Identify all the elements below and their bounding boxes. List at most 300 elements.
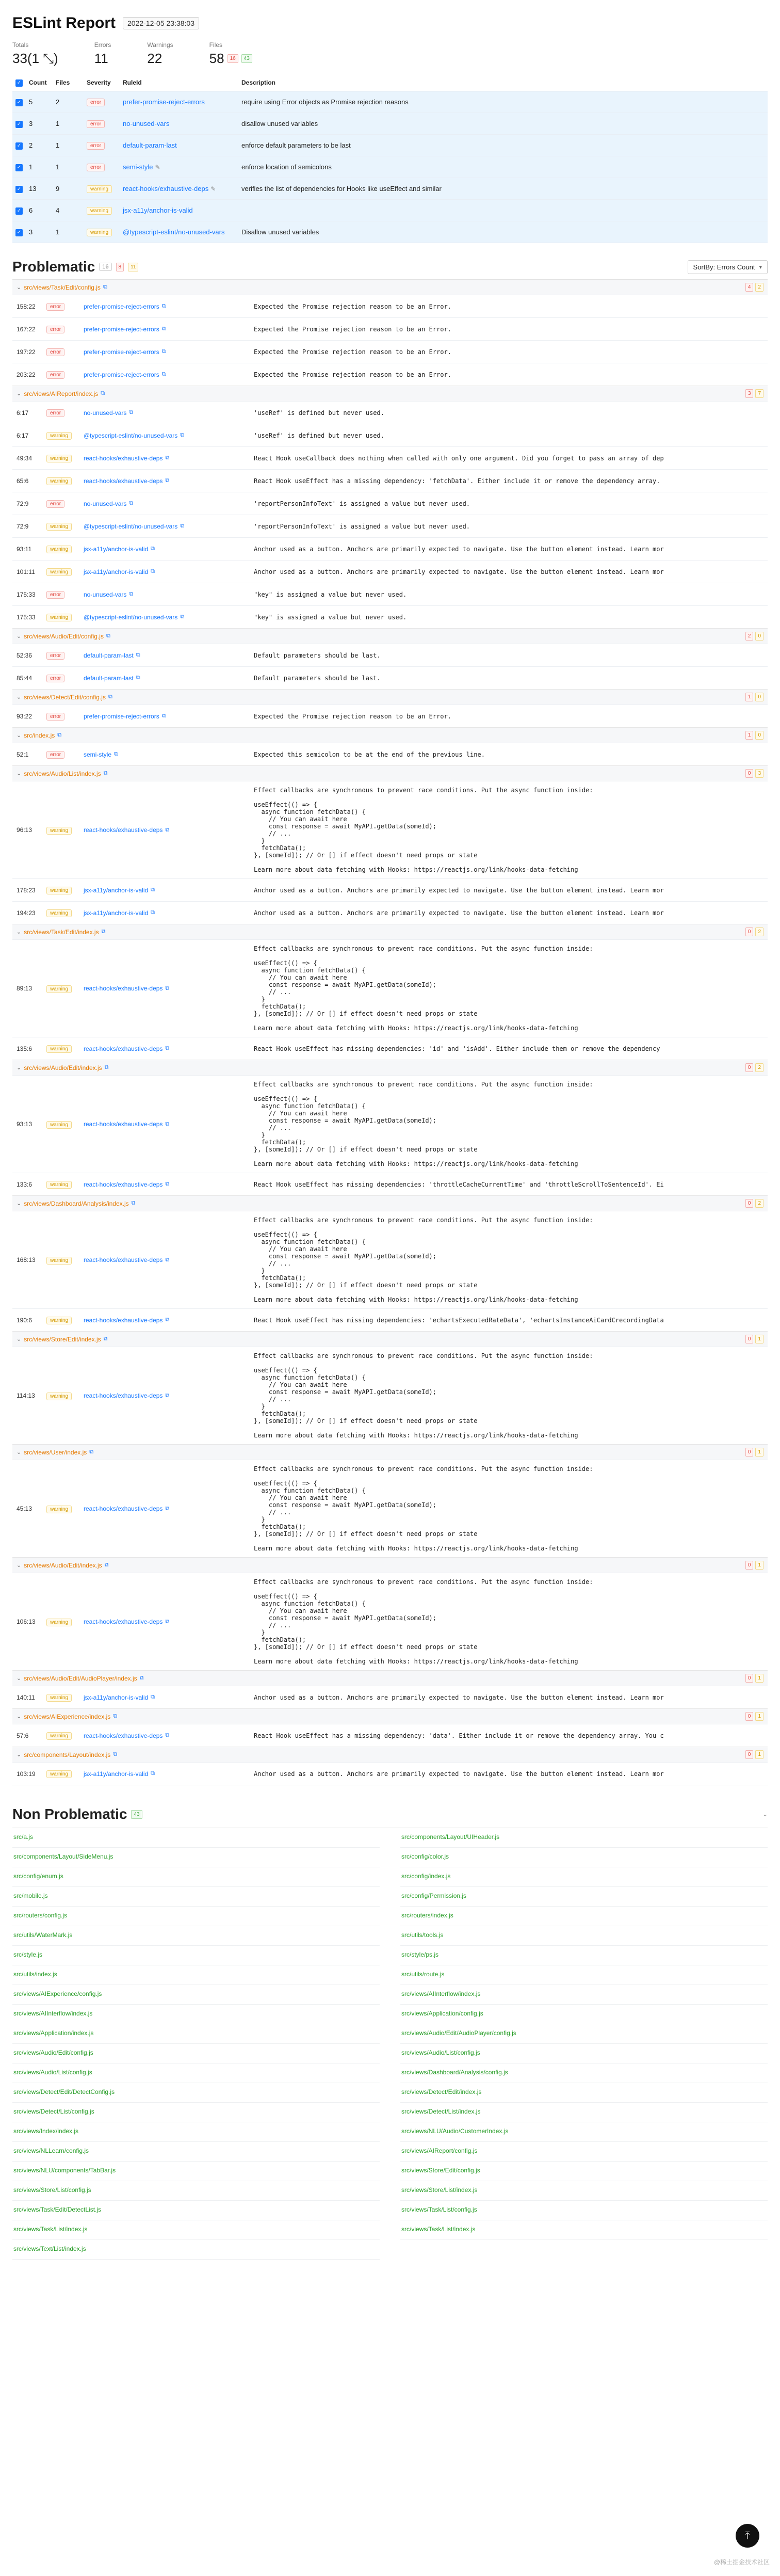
- severity-badge: warning: [87, 207, 112, 215]
- row-select-cell[interactable]: [12, 91, 26, 113]
- file-error-count: 2: [745, 632, 754, 641]
- file-header[interactable]: [12, 1558, 768, 1573]
- rule-link[interactable]: prefer-promise-reject-errors: [84, 712, 159, 720]
- message-severity-cell: [46, 370, 84, 379]
- file-warning-count: 1: [755, 1674, 763, 1683]
- clean-file-item[interactable]: src/config/color.js: [400, 1848, 768, 1867]
- message-text: "key" is assigned a value but never used.: [254, 590, 407, 598]
- copy-icon[interactable]: ⧉: [165, 455, 170, 461]
- clean-file-item[interactable]: src/config/index.js: [400, 1867, 768, 1887]
- message-severity-cell: [46, 908, 84, 917]
- row-select-cell[interactable]: [12, 221, 26, 243]
- file-name[interactable]: src/views/Task/Edit/index.js: [24, 928, 99, 936]
- copy-icon[interactable]: ⧉: [106, 633, 110, 639]
- clean-file-item[interactable]: src/views/AIInterflow/index.js: [12, 2005, 380, 2024]
- clean-file-item[interactable]: src/views/Detect/Edit/DetectConfig.js: [12, 2083, 380, 2103]
- copy-icon[interactable]: ⧉: [113, 1713, 118, 1719]
- rule-link[interactable]: no-unused-vars: [84, 590, 127, 598]
- copy-icon[interactable]: ⧉: [103, 1336, 108, 1342]
- row-checkbox[interactable]: ✓: [15, 121, 23, 128]
- file-counts: [745, 1335, 763, 1343]
- file-name[interactable]: src/views/Detect/Edit/config.js: [24, 693, 106, 701]
- copy-icon[interactable]: ⧉: [108, 694, 112, 700]
- message-row: [12, 317, 768, 340]
- file-header[interactable]: [12, 1671, 768, 1686]
- file-error-count: 0: [745, 1750, 754, 1759]
- select-all-cell[interactable]: [12, 74, 26, 91]
- message-severity-cell: [46, 499, 84, 508]
- message-severity-cell: [46, 325, 84, 333]
- clean-file-item[interactable]: src/views/Task/Edit/DetectList.js: [12, 2201, 380, 2220]
- col-severity[interactable]: Severity: [84, 74, 120, 91]
- file-header[interactable]: [12, 1060, 768, 1075]
- file-name[interactable]: src/views/Audio/List/index.js: [24, 770, 101, 777]
- message-row: [12, 743, 768, 765]
- file-name-group: [17, 1751, 117, 1758]
- rule-link[interactable]: jsx-a11y/anchor-is-valid: [84, 545, 149, 553]
- rule-link[interactable]: jsx-a11y/anchor-is-valid: [123, 206, 193, 214]
- copy-icon[interactable]: ⧉: [165, 826, 170, 833]
- file-header[interactable]: [12, 728, 768, 743]
- rule-link[interactable]: prefer-promise-reject-errors: [84, 325, 159, 333]
- file-warning-count: 2: [755, 1199, 763, 1208]
- rule-files: 2: [53, 91, 84, 113]
- clean-file-item[interactable]: src/views/AIInterflow/index.js: [400, 1985, 768, 2005]
- message-row: [12, 424, 768, 446]
- clean-file-item[interactable]: src/views/Task/List/index.js: [12, 2220, 380, 2240]
- row-checkbox[interactable]: ✓: [15, 186, 23, 193]
- message-rule-cell: [84, 1618, 254, 1625]
- severity-badge: warning: [46, 523, 72, 531]
- file-name[interactable]: src/index.js: [24, 731, 55, 739]
- chevron-down-icon[interactable]: ⌄: [17, 633, 22, 639]
- copy-icon[interactable]: ⧉: [161, 326, 166, 332]
- severity-badge: warning: [46, 1506, 72, 1513]
- message-rule-cell: [84, 1181, 254, 1188]
- copy-icon[interactable]: ⧉: [114, 751, 118, 757]
- copy-icon[interactable]: ⧉: [151, 1770, 155, 1777]
- rules-table-row[interactable]: [12, 156, 768, 178]
- file-header[interactable]: [12, 690, 768, 705]
- message-row: [12, 1686, 768, 1708]
- clean-file-item[interactable]: src/views/NLU/components/TabBar.js: [12, 2162, 380, 2181]
- file-header[interactable]: [12, 386, 768, 401]
- message-rule-cell: [84, 887, 254, 894]
- clean-file-item[interactable]: src/utils/WaterMark.js: [12, 1926, 380, 1946]
- clean-file-item[interactable]: src/routers/config.js: [12, 1907, 380, 1926]
- rule-link[interactable]: react-hooks/exhaustive-deps: [84, 1732, 163, 1739]
- file-name[interactable]: src/views/Audio/Edit/AudioPlayer/index.js: [24, 1674, 137, 1682]
- rule-link[interactable]: default-param-last: [84, 651, 134, 659]
- clean-file-item[interactable]: src/utils/tools.js: [400, 1926, 768, 1946]
- rules-table-row[interactable]: [12, 135, 768, 156]
- clean-file-item[interactable]: src/views/AIReport/config.js: [400, 2142, 768, 2162]
- clean-file-item[interactable]: src/views/Audio/List/config.js: [12, 2063, 380, 2083]
- copy-icon[interactable]: ⧉: [103, 284, 107, 290]
- message-severity-cell: [46, 476, 84, 485]
- row-checkbox[interactable]: ✓: [15, 142, 23, 150]
- message-row: [12, 1724, 768, 1747]
- row-select-cell[interactable]: [12, 156, 26, 178]
- rules-table-row[interactable]: [12, 221, 768, 243]
- rule-link[interactable]: react-hooks/exhaustive-deps: [84, 454, 163, 462]
- message-rule-cell: [84, 826, 254, 834]
- rule-link[interactable]: default-param-last: [123, 141, 177, 149]
- rule-link[interactable]: @typescript-eslint/no-unused-vars: [84, 431, 178, 439]
- message-row: [12, 705, 768, 727]
- non-problematic-header[interactable]: [12, 1806, 768, 1828]
- message-text: Expected this semicolon to be at the end of the previous line.: [254, 750, 485, 758]
- back-to-top-button[interactable]: [736, 2524, 759, 2548]
- rule-link[interactable]: no-unused-vars: [84, 409, 127, 417]
- copy-icon[interactable]: ⧉: [104, 1064, 109, 1070]
- copy-icon[interactable]: ⧉: [165, 1121, 170, 1127]
- chevron-down-icon[interactable]: ⌄: [17, 391, 22, 397]
- message-severity-cell: [46, 1731, 84, 1740]
- clean-file-item[interactable]: src/views/Index/index.js: [12, 2122, 380, 2142]
- message-row: [12, 781, 768, 878]
- clean-file-item[interactable]: src/views/Store/List/index.js: [400, 2181, 768, 2201]
- copy-icon[interactable]: ⧉: [151, 909, 155, 916]
- copy-icon[interactable]: ⧉: [151, 1694, 155, 1700]
- copy-icon[interactable]: ⧉: [161, 713, 166, 719]
- clean-file-item[interactable]: src/views/Application/config.js: [400, 2005, 768, 2024]
- file-warning-count: 2: [755, 927, 763, 936]
- severity-badge: warning: [46, 546, 72, 553]
- file-header[interactable]: [12, 1747, 768, 1762]
- message-position: 45:13: [17, 1505, 32, 1512]
- clean-file-item[interactable]: src/style/ps.js: [400, 1946, 768, 1965]
- select-all-checkbox[interactable]: ✓: [15, 79, 23, 87]
- severity-badge: error: [46, 591, 64, 599]
- clean-file-item[interactable]: src/views/Detect/List/config.js: [12, 2103, 380, 2122]
- file-name-group: [17, 1336, 107, 1343]
- copy-icon[interactable]: ⧉: [165, 1618, 170, 1625]
- copy-icon[interactable]: ⧉: [165, 1392, 170, 1399]
- file-name[interactable]: src/views/Audio/Edit/index.js: [24, 1561, 102, 1569]
- row-checkbox[interactable]: ✓: [15, 207, 23, 215]
- rule-link[interactable]: jsx-a11y/anchor-is-valid: [84, 1693, 149, 1701]
- message-rule-cell: [84, 1694, 254, 1701]
- rule-link[interactable]: jsx-a11y/anchor-is-valid: [84, 568, 149, 575]
- rule-link[interactable]: default-param-last: [84, 674, 134, 682]
- chevron-down-icon[interactable]: ⌄: [17, 1201, 22, 1207]
- message-text: Effect callbacks are synchronous to prevent race conditions. Put the async function inside: useEffect(() => { async function fetchData() { // You can await here const response = await MyAPI.getData(someId); // ... } fetchData(); }, [someId]); // Or [] if effect doesn't need props or state Learn more about data fetching with Hooks: https://reactjs.org/link/hooks-data-fetching: [254, 1465, 593, 1552]
- clean-file-item[interactable]: src/utils/index.js: [12, 1965, 380, 1985]
- clean-file-item[interactable]: src/views/Store/Edit/config.js: [400, 2162, 768, 2181]
- problem-file: [12, 1196, 768, 1332]
- message-row: [12, 363, 768, 386]
- file-warning-count: 1: [755, 1712, 763, 1721]
- file-name-group: [17, 1200, 136, 1207]
- rule-link[interactable]: prefer-promise-reject-errors: [84, 302, 159, 310]
- message-position: 168:13: [17, 1256, 36, 1263]
- stat-value: 22: [147, 51, 163, 66]
- copy-icon[interactable]: ⧉: [165, 1732, 170, 1738]
- chevron-down-icon[interactable]: ⌄: [17, 1336, 22, 1342]
- clean-file-item[interactable]: src/views/NLU/Audio/CustomerIndex.js: [400, 2122, 768, 2142]
- rules-table-row[interactable]: [12, 91, 768, 113]
- row-select-cell[interactable]: [12, 135, 26, 156]
- col-ruleid[interactable]: RuleId: [120, 74, 238, 91]
- clean-file-item[interactable]: src/views/Task/List/config.js: [400, 2201, 768, 2220]
- rule-link[interactable]: @typescript-eslint/no-unused-vars: [123, 228, 225, 236]
- chevron-down-icon[interactable]: ⌄: [17, 1752, 22, 1758]
- copy-icon[interactable]: ⧉: [136, 675, 140, 681]
- message-position: 93:22: [17, 712, 32, 720]
- copy-icon[interactable]: ⧉: [136, 652, 140, 658]
- file-header[interactable]: [12, 1332, 768, 1347]
- file-counts: [745, 731, 763, 740]
- message-rule-cell: [84, 985, 254, 992]
- sort-select[interactable]: [688, 260, 768, 274]
- rules-table-body: [12, 91, 768, 243]
- problem-file: [12, 1445, 768, 1558]
- copy-icon[interactable]: ⧉: [101, 390, 105, 396]
- rule-link[interactable]: react-hooks/exhaustive-deps: [84, 477, 163, 485]
- file-header[interactable]: [12, 766, 768, 781]
- rule-link[interactable]: prefer-promise-reject-errors: [84, 348, 159, 356]
- rule-link[interactable]: react-hooks/exhaustive-deps: [84, 1045, 163, 1052]
- file-header[interactable]: [12, 629, 768, 644]
- copy-icon[interactable]: ⧉: [151, 568, 155, 574]
- file-header[interactable]: [12, 280, 768, 295]
- rule-link[interactable]: react-hooks/exhaustive-deps: [84, 1121, 163, 1128]
- problematic-title-group: [12, 259, 138, 275]
- copy-icon[interactable]: ⧉: [180, 614, 185, 620]
- copy-icon[interactable]: ⧉: [139, 1675, 144, 1681]
- severity-badge: warning: [46, 455, 72, 462]
- file-name-group: [17, 1449, 93, 1456]
- severity-badge: error: [87, 99, 105, 106]
- copy-icon[interactable]: ⧉: [165, 985, 170, 991]
- row-checkbox[interactable]: ✓: [15, 164, 23, 171]
- message-rule-cell: [84, 523, 254, 530]
- rule-link[interactable]: react-hooks/exhaustive-deps: [84, 826, 163, 834]
- message-text: Effect callbacks are synchronous to prevent race conditions. Put the async function inside: useEffect(() => { async function fetchData() { // You can await here const response = await MyAPI.getData(someId); // ... } fetchData(); }, [someId]); // Or [] if effect doesn't need props or state Learn more about data fetching with Hooks: https://reactjs.org/link/hooks-data-fetching: [254, 1217, 593, 1303]
- rule-link[interactable]: react-hooks/exhaustive-deps: [84, 1618, 163, 1625]
- rules-table-row[interactable]: [12, 178, 768, 200]
- chevron-down-icon[interactable]: ⌄: [17, 1675, 22, 1682]
- row-checkbox[interactable]: ✓: [15, 99, 23, 106]
- file-header[interactable]: [12, 1445, 768, 1460]
- message-severity-cell: [46, 408, 84, 417]
- chevron-down-icon[interactable]: ⌄: [17, 1562, 22, 1569]
- clean-file-item[interactable]: src/views/AIExperience/config.js: [12, 1985, 380, 2005]
- clean-file-item[interactable]: src/utils/route.js: [400, 1965, 768, 1985]
- rule-link[interactable]: semi-style: [84, 750, 112, 758]
- stat-warnings: [147, 41, 173, 67]
- rule-link[interactable]: react-hooks/exhaustive-deps: [84, 1180, 163, 1188]
- copy-icon[interactable]: ⧉: [129, 591, 134, 597]
- clean-file-item[interactable]: src/components/Layout/SideMenu.js: [12, 1848, 380, 1867]
- rule-link[interactable]: jsx-a11y/anchor-is-valid: [84, 886, 149, 894]
- file-header[interactable]: [12, 924, 768, 939]
- clean-file-item[interactable]: src/views/Audio/Edit/AudioPlayer/config.js: [400, 2024, 768, 2044]
- rule-id-cell: [120, 156, 238, 178]
- clean-file-item[interactable]: src/config/enum.js: [12, 1867, 380, 1887]
- clean-file-item[interactable]: src/views/Text/List/index.js: [12, 2240, 380, 2260]
- rule-id-cell: [120, 200, 238, 221]
- rule-link[interactable]: no-unused-vars: [84, 500, 127, 507]
- chevron-down-icon[interactable]: ⌄: [17, 284, 22, 291]
- clean-file-item[interactable]: src/views/Detect/Edit/index.js: [400, 2083, 768, 2103]
- copy-icon[interactable]: ⧉: [165, 1045, 170, 1051]
- copy-icon[interactable]: ⧉: [161, 303, 166, 309]
- message-position: 52:1: [17, 750, 29, 758]
- message-text: 'reportPersonInfoText' is assigned a value but never used.: [254, 500, 470, 507]
- file-counts: [745, 927, 763, 936]
- copy-icon[interactable]: ⧉: [131, 1200, 136, 1206]
- message-severity-cell: [46, 522, 84, 531]
- message-severity-cell: [46, 567, 84, 576]
- file-name[interactable]: src/views/Store/Edit/index.js: [24, 1335, 101, 1343]
- clean-file-item[interactable]: src/components/Layout/UIHeader.js: [400, 1828, 768, 1848]
- file-name[interactable]: src/views/AIExperience/index.js: [24, 1713, 111, 1720]
- problem-file: [12, 728, 768, 766]
- problem-file: [12, 1060, 768, 1196]
- message-position: 49:34: [17, 454, 32, 462]
- file-error-count: 0: [745, 1063, 754, 1072]
- copy-icon[interactable]: ⧉: [165, 1181, 170, 1187]
- rule-link[interactable]: react-hooks/exhaustive-deps: [84, 985, 163, 992]
- copy-icon[interactable]: ⧉: [103, 770, 108, 776]
- rules-table-row[interactable]: [12, 200, 768, 221]
- severity-badge: warning: [46, 1317, 72, 1324]
- copy-icon[interactable]: ⧉: [57, 732, 62, 738]
- rule-link[interactable]: @typescript-eslint/no-unused-vars: [84, 613, 178, 621]
- row-select-cell[interactable]: [12, 200, 26, 221]
- report-title: ESLint Report: [12, 14, 116, 31]
- clean-file-item[interactable]: src/views/Audio/List/config.js: [400, 2044, 768, 2063]
- clean-file-item[interactable]: src/views/Dashboard/Analysis/config.js: [400, 2063, 768, 2083]
- chevron-down-icon[interactable]: ⌄: [17, 929, 22, 935]
- clean-file-item[interactable]: src/a.js: [12, 1828, 380, 1848]
- copy-icon[interactable]: ⧉: [89, 1449, 94, 1455]
- clean-file-item[interactable]: src/views/Task/List/index.js: [400, 2220, 768, 2240]
- rules-table-row[interactable]: [12, 113, 768, 135]
- message-rule-cell: [84, 1505, 254, 1512]
- file-name[interactable]: src/views/Audio/Edit/index.js: [24, 1064, 102, 1071]
- clean-file-item[interactable]: src/style.js: [12, 1946, 380, 1965]
- rule-id-cell: [120, 135, 238, 156]
- copy-icon[interactable]: ⧉: [151, 546, 155, 552]
- copy-icon[interactable]: ⧉: [113, 1751, 118, 1757]
- file-name[interactable]: src/views/Audio/Edit/config.js: [24, 632, 104, 640]
- rule-link[interactable]: react-hooks/exhaustive-deps: [84, 1316, 163, 1324]
- clean-file-item[interactable]: src/views/NLLearn/config.js: [12, 2142, 380, 2162]
- copy-icon[interactable]: ⧉: [104, 1562, 109, 1568]
- file-error-count: 4: [745, 283, 754, 292]
- file-name-group: [17, 633, 110, 640]
- copy-icon[interactable]: ⧉: [165, 477, 170, 484]
- message-row: [12, 878, 768, 901]
- copy-icon[interactable]: ⧉: [161, 371, 166, 377]
- rule-link[interactable]: jsx-a11y/anchor-is-valid: [84, 1770, 149, 1778]
- stat-errors: [94, 41, 111, 67]
- file-name[interactable]: src/views/Dashboard/Analysis/index.js: [24, 1199, 129, 1207]
- rule-link[interactable]: prefer-promise-reject-errors: [123, 98, 205, 106]
- problem-file: [12, 280, 768, 386]
- message-text: Default parameters should be last.: [254, 674, 381, 682]
- copy-icon[interactable]: ⧉: [165, 1505, 170, 1512]
- file-name[interactable]: src/components/Layout/index.js: [24, 1751, 111, 1758]
- copy-icon[interactable]: ⧉: [180, 432, 185, 438]
- rule-files: 1: [53, 113, 84, 135]
- message-position: 140:11: [17, 1693, 35, 1701]
- file-counts: [745, 283, 763, 292]
- clean-file-item[interactable]: src/config/Permission.js: [400, 1887, 768, 1907]
- message-rule-cell: [84, 303, 254, 310]
- message-severity-cell: [46, 712, 84, 721]
- message-row: [12, 605, 768, 628]
- col-files[interactable]: Files: [53, 74, 84, 91]
- rule-id-cell: [120, 91, 238, 113]
- file-name[interactable]: src/views/Task/Edit/config.js: [24, 283, 101, 291]
- file-name[interactable]: src/views/User/index.js: [24, 1448, 87, 1456]
- rule-link[interactable]: prefer-promise-reject-errors: [84, 371, 159, 378]
- clean-file-item[interactable]: src/views/Store/List/config.js: [12, 2181, 380, 2201]
- severity-badge: error: [46, 371, 64, 379]
- rule-link[interactable]: no-unused-vars: [123, 120, 170, 127]
- severity-badge: warning: [46, 887, 72, 894]
- file-warning-count: 1: [755, 1750, 763, 1759]
- message-text: React Hook useEffect has missing dependencies: 'throttleCacheCurrentTime' and 'throttleScrollToSentenceId'. Ei: [254, 1180, 664, 1188]
- chevron-down-icon[interactable]: ⌄: [17, 1065, 22, 1071]
- clean-file-item[interactable]: src/mobile.js: [12, 1887, 380, 1907]
- rule-link[interactable]: react-hooks/exhaustive-deps: [84, 1256, 163, 1263]
- rule-link[interactable]: react-hooks/exhaustive-deps: [84, 1392, 163, 1399]
- chevron-down-icon[interactable]: ⌄: [17, 732, 22, 739]
- rule-link[interactable]: @typescript-eslint/no-unused-vars: [84, 522, 178, 530]
- clean-file-item[interactable]: src/views/Application/index.js: [12, 2024, 380, 2044]
- clean-file-item[interactable]: src/routers/index.js: [400, 1907, 768, 1926]
- copy-icon[interactable]: ⧉: [129, 409, 134, 415]
- stat-value: 33(1 ⤡): [12, 51, 58, 66]
- copy-icon[interactable]: ⧉: [165, 1317, 170, 1323]
- rule-link[interactable]: react-hooks/exhaustive-deps: [123, 185, 209, 193]
- file-header[interactable]: [12, 1709, 768, 1724]
- message-row: [12, 644, 768, 666]
- stat-value: 11: [94, 51, 108, 66]
- copy-icon[interactable]: ⧉: [180, 523, 185, 529]
- chevron-down-icon[interactable]: ⌄: [762, 1811, 768, 1818]
- copy-icon[interactable]: ⧉: [151, 887, 155, 893]
- chevron-down-icon[interactable]: ⌄: [17, 694, 22, 700]
- message-row: [12, 1211, 768, 1308]
- rule-id-cell: [120, 178, 238, 200]
- clean-file-item[interactable]: src/views/Detect/List/index.js: [400, 2103, 768, 2122]
- row-select-cell[interactable]: [12, 178, 26, 200]
- copy-icon[interactable]: ⧉: [161, 348, 166, 355]
- rule-link[interactable]: jsx-a11y/anchor-is-valid: [84, 909, 149, 917]
- row-select-cell[interactable]: [12, 113, 26, 135]
- rule-link[interactable]: react-hooks/exhaustive-deps: [84, 1505, 163, 1512]
- chevron-down-icon[interactable]: ⌄: [17, 1714, 22, 1720]
- copy-icon[interactable]: ⧉: [129, 500, 134, 506]
- clean-file-item[interactable]: src/views/Audio/Edit/config.js: [12, 2044, 380, 2063]
- file-header[interactable]: [12, 1196, 768, 1211]
- rule-link[interactable]: semi-style: [123, 163, 153, 171]
- copy-icon[interactable]: ⧉: [165, 1256, 170, 1263]
- file-name[interactable]: src/views/AIReport/index.js: [24, 390, 99, 397]
- copy-icon[interactable]: ⧉: [101, 929, 106, 935]
- message-severity-cell: [46, 1693, 84, 1702]
- col-count[interactable]: Count: [26, 74, 53, 91]
- chevron-down-icon[interactable]: ⌄: [17, 771, 22, 777]
- row-checkbox[interactable]: ✓: [15, 229, 23, 236]
- chevron-down-icon[interactable]: ⌄: [17, 1449, 22, 1455]
